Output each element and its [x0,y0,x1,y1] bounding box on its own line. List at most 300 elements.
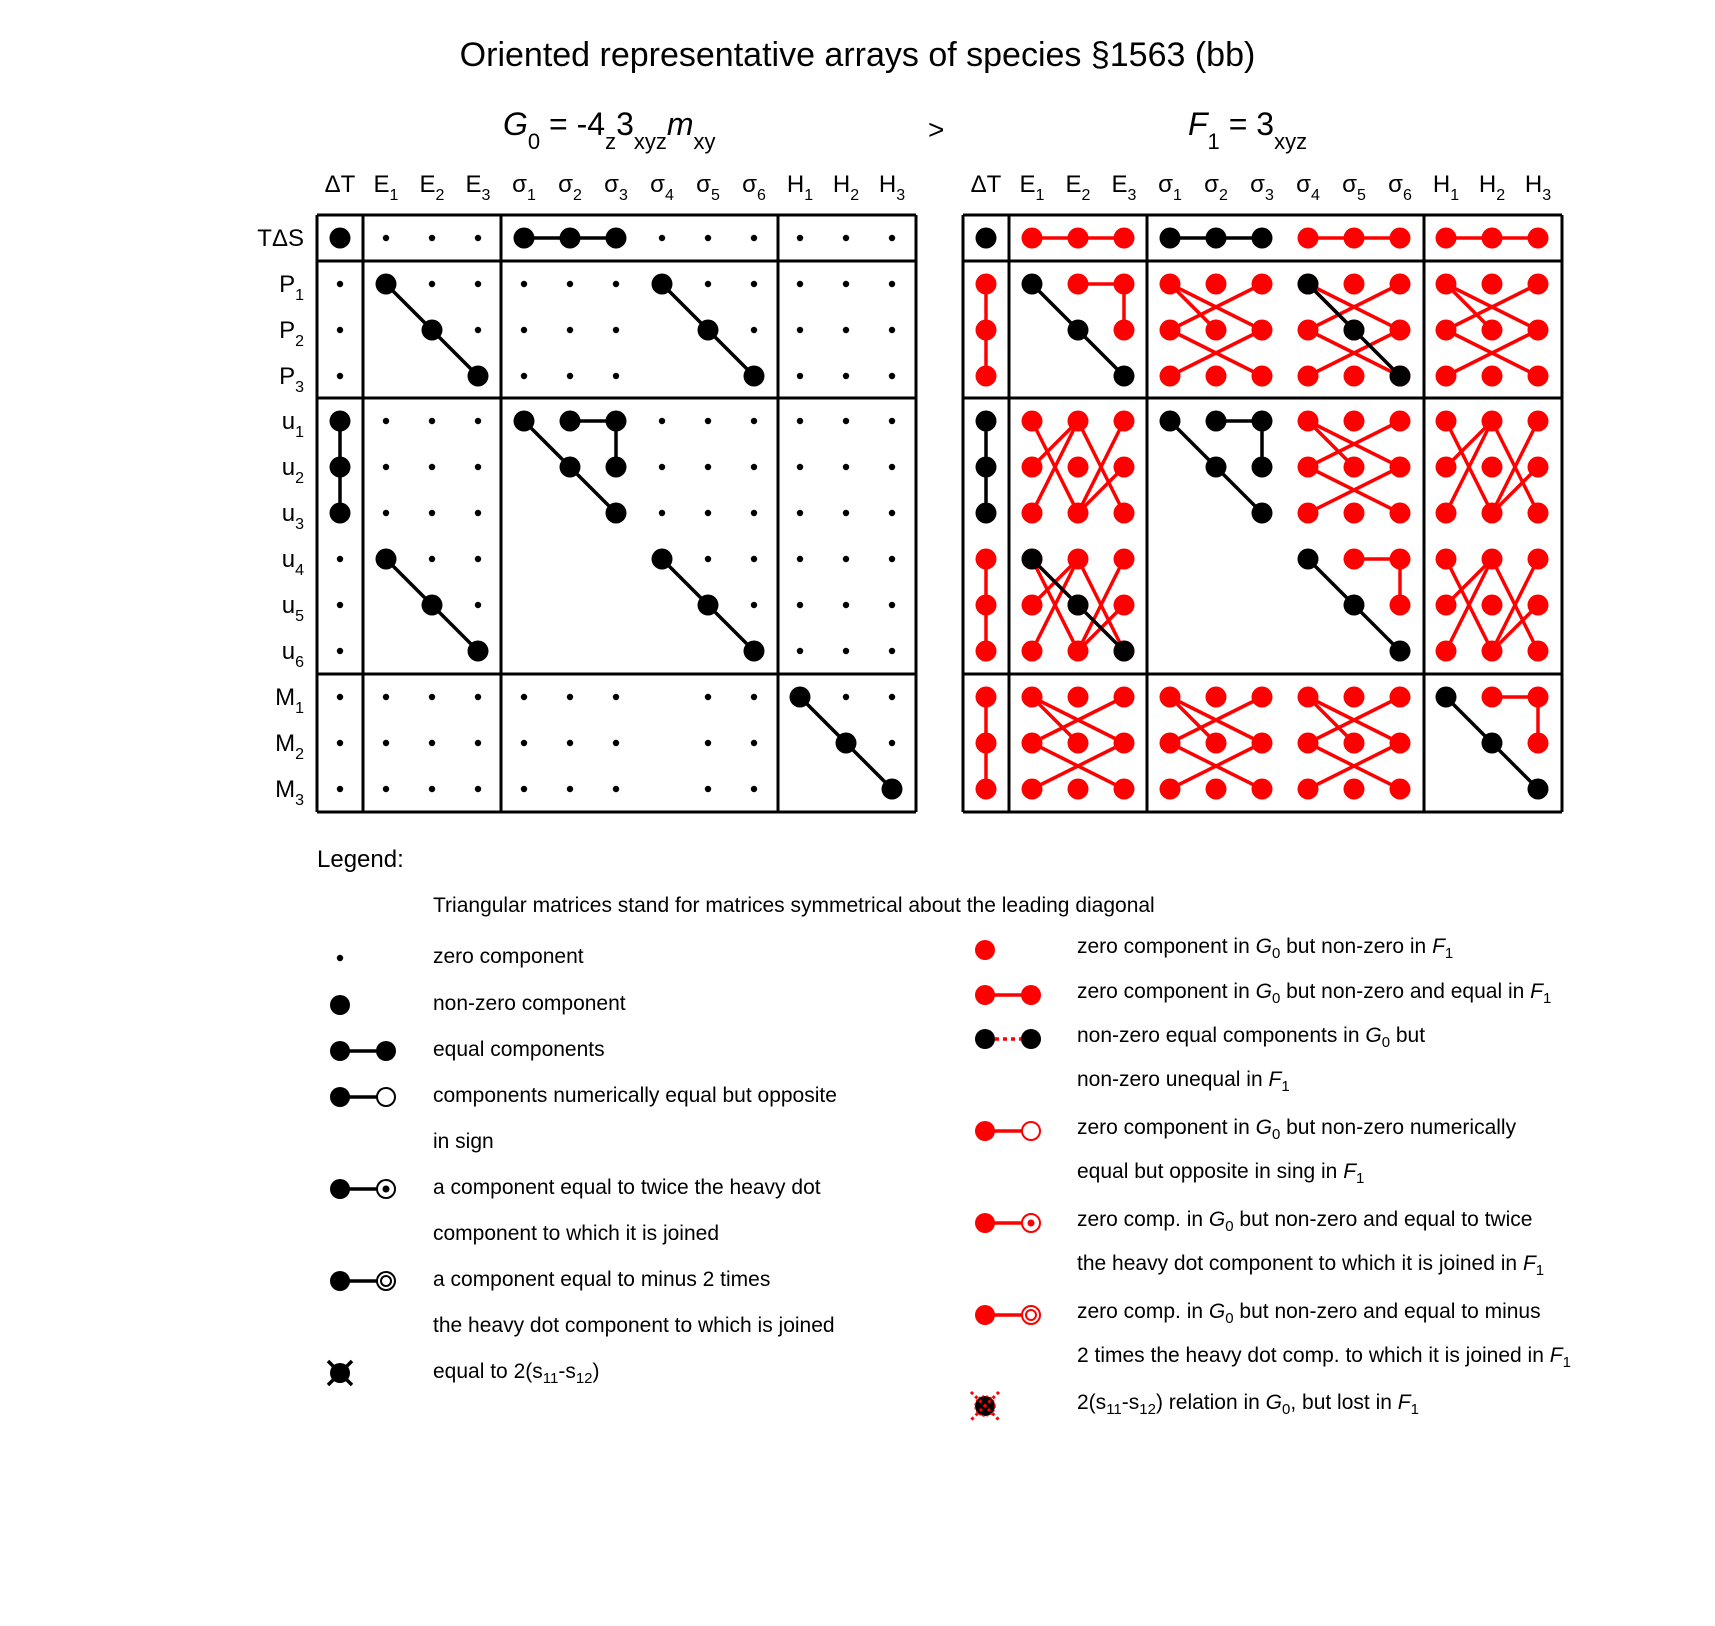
zero-dot [889,510,895,516]
component-dot [1022,779,1043,800]
zero-dot [659,235,665,241]
component-dot [1436,503,1457,524]
component-dot [1068,457,1089,478]
component-dot [330,503,351,524]
component-dot [330,457,351,478]
component-dot [1022,274,1043,295]
component-dot [1022,411,1043,432]
component-dot [1114,274,1135,295]
component-dot [976,641,997,662]
component-dot [652,549,673,570]
zero-dot [797,510,803,516]
component-dot [422,595,443,616]
zero-dot [613,786,619,792]
right-col-label: $\sigma_3$ [1250,171,1274,204]
component-dot [1436,274,1457,295]
component-dot [744,641,765,662]
component-dot [1160,320,1181,341]
component-dot [976,457,997,478]
zero-dot [751,694,757,700]
zero-dot [383,235,389,241]
component-dot [1528,457,1549,478]
legend-symbol-red-cross [971,1392,999,1420]
right-col-label: $\sigma_2$ [1204,171,1228,204]
component-dot [1206,274,1227,295]
component-dot [1298,549,1319,570]
component-dot [1482,320,1503,341]
right-legend-text: equal but opposite in sing in $F_1$ [1077,1160,1365,1188]
component-dot [1252,503,1273,524]
component-dot [1528,779,1549,800]
component-dot [1068,549,1089,570]
zero-dot [751,327,757,333]
zero-dot [797,235,803,241]
zero-dot [337,694,343,700]
zero-dot [751,281,757,287]
zero-dot [751,418,757,424]
legend-symbol-dotted-link [975,1029,1041,1049]
component-dot [1528,503,1549,524]
zero-dot [797,556,803,562]
left-col-label: $\sigma_1$ [512,171,536,204]
component-dot [976,779,997,800]
zero-dot [337,327,343,333]
zero-dot [475,694,481,700]
right-col-label: $\sigma_1$ [1158,171,1182,204]
left-legend-text: the heavy dot component to which is joined [433,1314,835,1337]
legend-symbol-equal [330,1041,396,1061]
component-dot [1436,687,1457,708]
component-dot [1114,549,1135,570]
component-dot [882,779,903,800]
component-dot [1252,411,1273,432]
zero-dot [337,740,343,746]
component-dot [1022,595,1043,616]
left-col-label: $\sigma_2$ [558,171,582,204]
component-dot [468,641,489,662]
array-right [963,215,1562,812]
zero-dot [751,464,757,470]
zero-dot [567,694,573,700]
component-dot [1160,411,1181,432]
zero-dot [843,373,849,379]
component-dot [1068,320,1089,341]
zero-dot [843,648,849,654]
zero-dot [751,510,757,516]
left-col-label: $\sigma_3$ [604,171,628,204]
right-col-label: $\sigma_5$ [1342,171,1366,204]
legend-symbol-red-opposite [975,1121,1040,1141]
row-label: $u_2$ [281,454,304,487]
component-dot [1390,457,1411,478]
zero-dot [843,281,849,287]
component-dot [1390,641,1411,662]
zero-dot [429,556,435,562]
zero-dot [797,602,803,608]
zero-dot [337,281,343,287]
row-label: $u_1$ [281,408,304,441]
zero-dot [797,281,803,287]
left-col-label: $E_2$ [419,171,445,204]
component-dot [1022,457,1043,478]
component-dot [606,228,627,249]
component-dot [1298,733,1319,754]
component-dot [1390,595,1411,616]
component-dot [1114,228,1135,249]
component-dot [1068,411,1089,432]
left-col-label: $E_3$ [465,171,491,204]
zero-dot [797,464,803,470]
component-dot [1022,687,1043,708]
array-left [317,215,916,812]
component-dot [1298,228,1319,249]
zero-dot [659,464,665,470]
component-dot [1344,503,1365,524]
row-label: $P_2$ [279,317,304,350]
component-dot [1436,549,1457,570]
left-legend-text: in sign [433,1130,494,1153]
component-dot [976,228,997,249]
zero-dot [567,327,573,333]
component-dot [1252,457,1273,478]
component-dot [1068,641,1089,662]
component-dot [1206,366,1227,387]
zero-dot [475,418,481,424]
component-dot [1390,549,1411,570]
zero-dot [705,281,711,287]
legend-heading: Legend: [317,846,404,873]
right-col-label: $\sigma_6$ [1388,171,1412,204]
component-dot [1298,503,1319,524]
zero-dot [567,281,573,287]
component-dot [1252,274,1273,295]
zero-dot [797,648,803,654]
component-dot [1298,687,1319,708]
zero-dot [567,740,573,746]
zero-dot [705,235,711,241]
page-title: Oriented representative arrays of species §1563 (bb) [459,36,1256,74]
component-dot [1436,457,1457,478]
component-dot [1344,228,1365,249]
component-dot [1528,274,1549,295]
component-dot [1436,595,1457,616]
right-legend-text: non-zero unequal in $F_1$ [1077,1068,1290,1096]
left-legend-text: a component equal to twice the heavy dot [433,1176,821,1199]
left-col-label: $H_3$ [878,171,906,204]
zero-dot [429,740,435,746]
component-dot [1482,733,1503,754]
component-dot [1482,228,1503,249]
zero-dot [889,740,895,746]
component-dot [976,595,997,616]
legend-symbol-twice [330,1179,395,1199]
right-legend-text: $2(s_{11}-s_{12})$ relation in $G_0$, but lost in $F_1$ [1077,1391,1419,1419]
zero-dot [797,327,803,333]
zero-dot [475,602,481,608]
component-dot [1206,228,1227,249]
row-label: $M_2$ [275,730,304,763]
component-dot [1068,595,1089,616]
component-dot [1482,687,1503,708]
legend-symbol-cross [328,1361,352,1385]
component-dot [1528,228,1549,249]
component-dot [1022,549,1043,570]
zero-dot [475,235,481,241]
component-dot [976,549,997,570]
component-dot [1390,228,1411,249]
component-dot [976,733,997,754]
component-dot [1436,411,1457,432]
component-dot [1160,366,1181,387]
zero-dot [337,373,343,379]
component-dot [1528,411,1549,432]
component-dot [1160,733,1181,754]
relation-symbol: > [928,114,945,145]
component-dot [1482,366,1503,387]
component-dot [1114,366,1135,387]
zero-dot [889,694,895,700]
left-col-label: $H_2$ [832,171,860,204]
zero-dot [843,510,849,516]
component-dot [836,733,857,754]
component-dot [1436,641,1457,662]
component-dot [1528,595,1549,616]
legend-symbol-opposite [330,1087,395,1107]
component-dot [1114,503,1135,524]
component-dot [976,687,997,708]
component-dot [1160,228,1181,249]
left-col-label: $\sigma_6$ [742,171,766,204]
component-dot [1114,595,1135,616]
zero-dot [337,786,343,792]
component-dot [1114,320,1135,341]
component-dot [1390,274,1411,295]
component-dot [1390,779,1411,800]
zero-dot [337,556,343,562]
left-legend-text: equal components [433,1038,605,1061]
zero-dot [383,464,389,470]
component-dot [1022,733,1043,754]
zero-dot [383,740,389,746]
zero-dot [567,786,573,792]
component-dot [1206,687,1227,708]
component-dot [606,411,627,432]
zero-dot [843,694,849,700]
zero-dot [889,418,895,424]
component-dot [560,228,581,249]
component-dot [330,228,351,249]
zero-dot [521,740,527,746]
left-legend-text: components numerically equal but opposite [433,1084,837,1107]
left-col-label: ΔT [324,171,356,198]
zero-dot [843,327,849,333]
component-dot [376,274,397,295]
component-dot [1022,641,1043,662]
component-dot [1252,228,1273,249]
component-dot [1344,733,1365,754]
zero-dot [889,235,895,241]
zero-dot [521,786,527,792]
left-col-label: $H_1$ [786,171,814,204]
zero-dot [383,510,389,516]
component-dot [1344,411,1365,432]
component-dot [1390,320,1411,341]
component-dot [1528,320,1549,341]
component-dot [1344,549,1365,570]
zero-dot [843,602,849,608]
row-label: $P_1$ [279,271,304,304]
zero-dot [475,464,481,470]
component-dot [1206,457,1227,478]
left-col-label: $E_1$ [373,171,399,204]
group-headers [503,106,1307,154]
zero-dot [705,694,711,700]
component-dot [514,411,535,432]
component-dot [1528,549,1549,570]
component-dot [1068,228,1089,249]
component-dot [1344,595,1365,616]
component-dot [1206,779,1227,800]
zero-dot [521,281,527,287]
right-legend-text: zero component in $G_0$ but non-zero and equal in $F_1$ [1077,980,1552,1008]
left-legend-text: component to which it is joined [433,1222,719,1245]
zero-dot [613,694,619,700]
component-dot [1436,320,1457,341]
zero-dot [705,418,711,424]
component-dot [1252,687,1273,708]
legend-symbol-big-dot [330,995,350,1015]
zero-dot [797,418,803,424]
component-dot [1298,779,1319,800]
component-dot [1482,641,1503,662]
component-dot [422,320,443,341]
legend-note: Triangular matrices stand for matrices symmetrical about the leading diagonal [433,894,1155,917]
component-dot [1344,366,1365,387]
zero-dot [889,648,895,654]
zero-dot [383,786,389,792]
zero-dot [889,327,895,333]
component-dot [1298,411,1319,432]
zero-dot [705,786,711,792]
component-dot [1298,274,1319,295]
zero-dot [889,602,895,608]
component-dot [976,411,997,432]
zero-dot [705,510,711,516]
zero-dot [429,418,435,424]
zero-dot [751,786,757,792]
zero-dot [751,556,757,562]
zero-dot [475,281,481,287]
right-col-label: ΔT [970,171,1002,198]
component-dot [1528,641,1549,662]
component-dot [1160,274,1181,295]
component-dot [1528,733,1549,754]
component-dot [1528,366,1549,387]
right-legend-text: non-zero equal components in $G_0$ but [1077,1024,1426,1052]
zero-dot [429,281,435,287]
left-legend-text: equal to $2(s_{11}-s_{12})$ [433,1360,600,1388]
component-dot [1252,733,1273,754]
zero-dot [383,694,389,700]
row-label: TΔS [257,225,304,252]
right-col-label: $\sigma_4$ [1296,171,1320,204]
zero-dot [659,418,665,424]
legend-symbol-red-dot [975,940,995,960]
group-right-label: $F_1 = 3_{xyz}$ [1188,106,1308,154]
zero-dot [383,418,389,424]
component-dot [1482,411,1503,432]
component-dot [1528,687,1549,708]
component-dot [1068,503,1089,524]
component-dot [1344,779,1365,800]
zero-dot [429,235,435,241]
component-dot [1298,457,1319,478]
component-dot [744,366,765,387]
zero-dot [337,648,343,654]
right-legend-text: 2 times the heavy dot comp. to which it is joined in $F_1$ [1077,1344,1571,1372]
component-dot [1068,779,1089,800]
legend-symbol-minus2 [330,1271,395,1291]
component-dot [1482,457,1503,478]
component-dot [1298,320,1319,341]
component-dot [514,228,535,249]
component-dot [1206,411,1227,432]
row-label: $M_1$ [275,684,304,717]
component-dot [1482,595,1503,616]
component-dot [1298,366,1319,387]
right-legend-text: the heavy dot component to which it is joined in $F_1$ [1077,1252,1545,1280]
component-dot [1482,274,1503,295]
zero-dot [705,464,711,470]
zero-dot [843,556,849,562]
zero-dot [889,556,895,562]
zero-dot [429,694,435,700]
zero-dot [475,510,481,516]
component-dot [1390,733,1411,754]
row-label: $u_5$ [281,592,304,625]
zero-dot [475,327,481,333]
component-dot [1160,779,1181,800]
component-dot [560,457,581,478]
component-dot [976,274,997,295]
component-dot [976,366,997,387]
zero-dot [843,235,849,241]
component-dot [376,549,397,570]
component-dot [1022,503,1043,524]
left-col-label: $\sigma_4$ [650,171,674,204]
component-dot [1068,733,1089,754]
component-dot [1344,687,1365,708]
component-dot [976,503,997,524]
zero-dot [705,556,711,562]
zero-dot [889,281,895,287]
zero-dot [521,327,527,333]
zero-dot [705,740,711,746]
right-col-label: $H_2$ [1478,171,1506,204]
right-col-label: $E_3$ [1111,171,1137,204]
row-label: $u_3$ [281,500,304,533]
zero-dot [613,373,619,379]
component-dot [1344,320,1365,341]
component-dot [1390,503,1411,524]
right-col-label: $E_1$ [1019,171,1045,204]
zero-dot [475,556,481,562]
component-dot [1068,687,1089,708]
component-dot [1436,366,1457,387]
right-legend-text: zero component in $G_0$ but non-zero in $F_1$ [1077,935,1454,963]
zero-dot [429,510,435,516]
left-legend-text: non-zero component [433,992,626,1015]
